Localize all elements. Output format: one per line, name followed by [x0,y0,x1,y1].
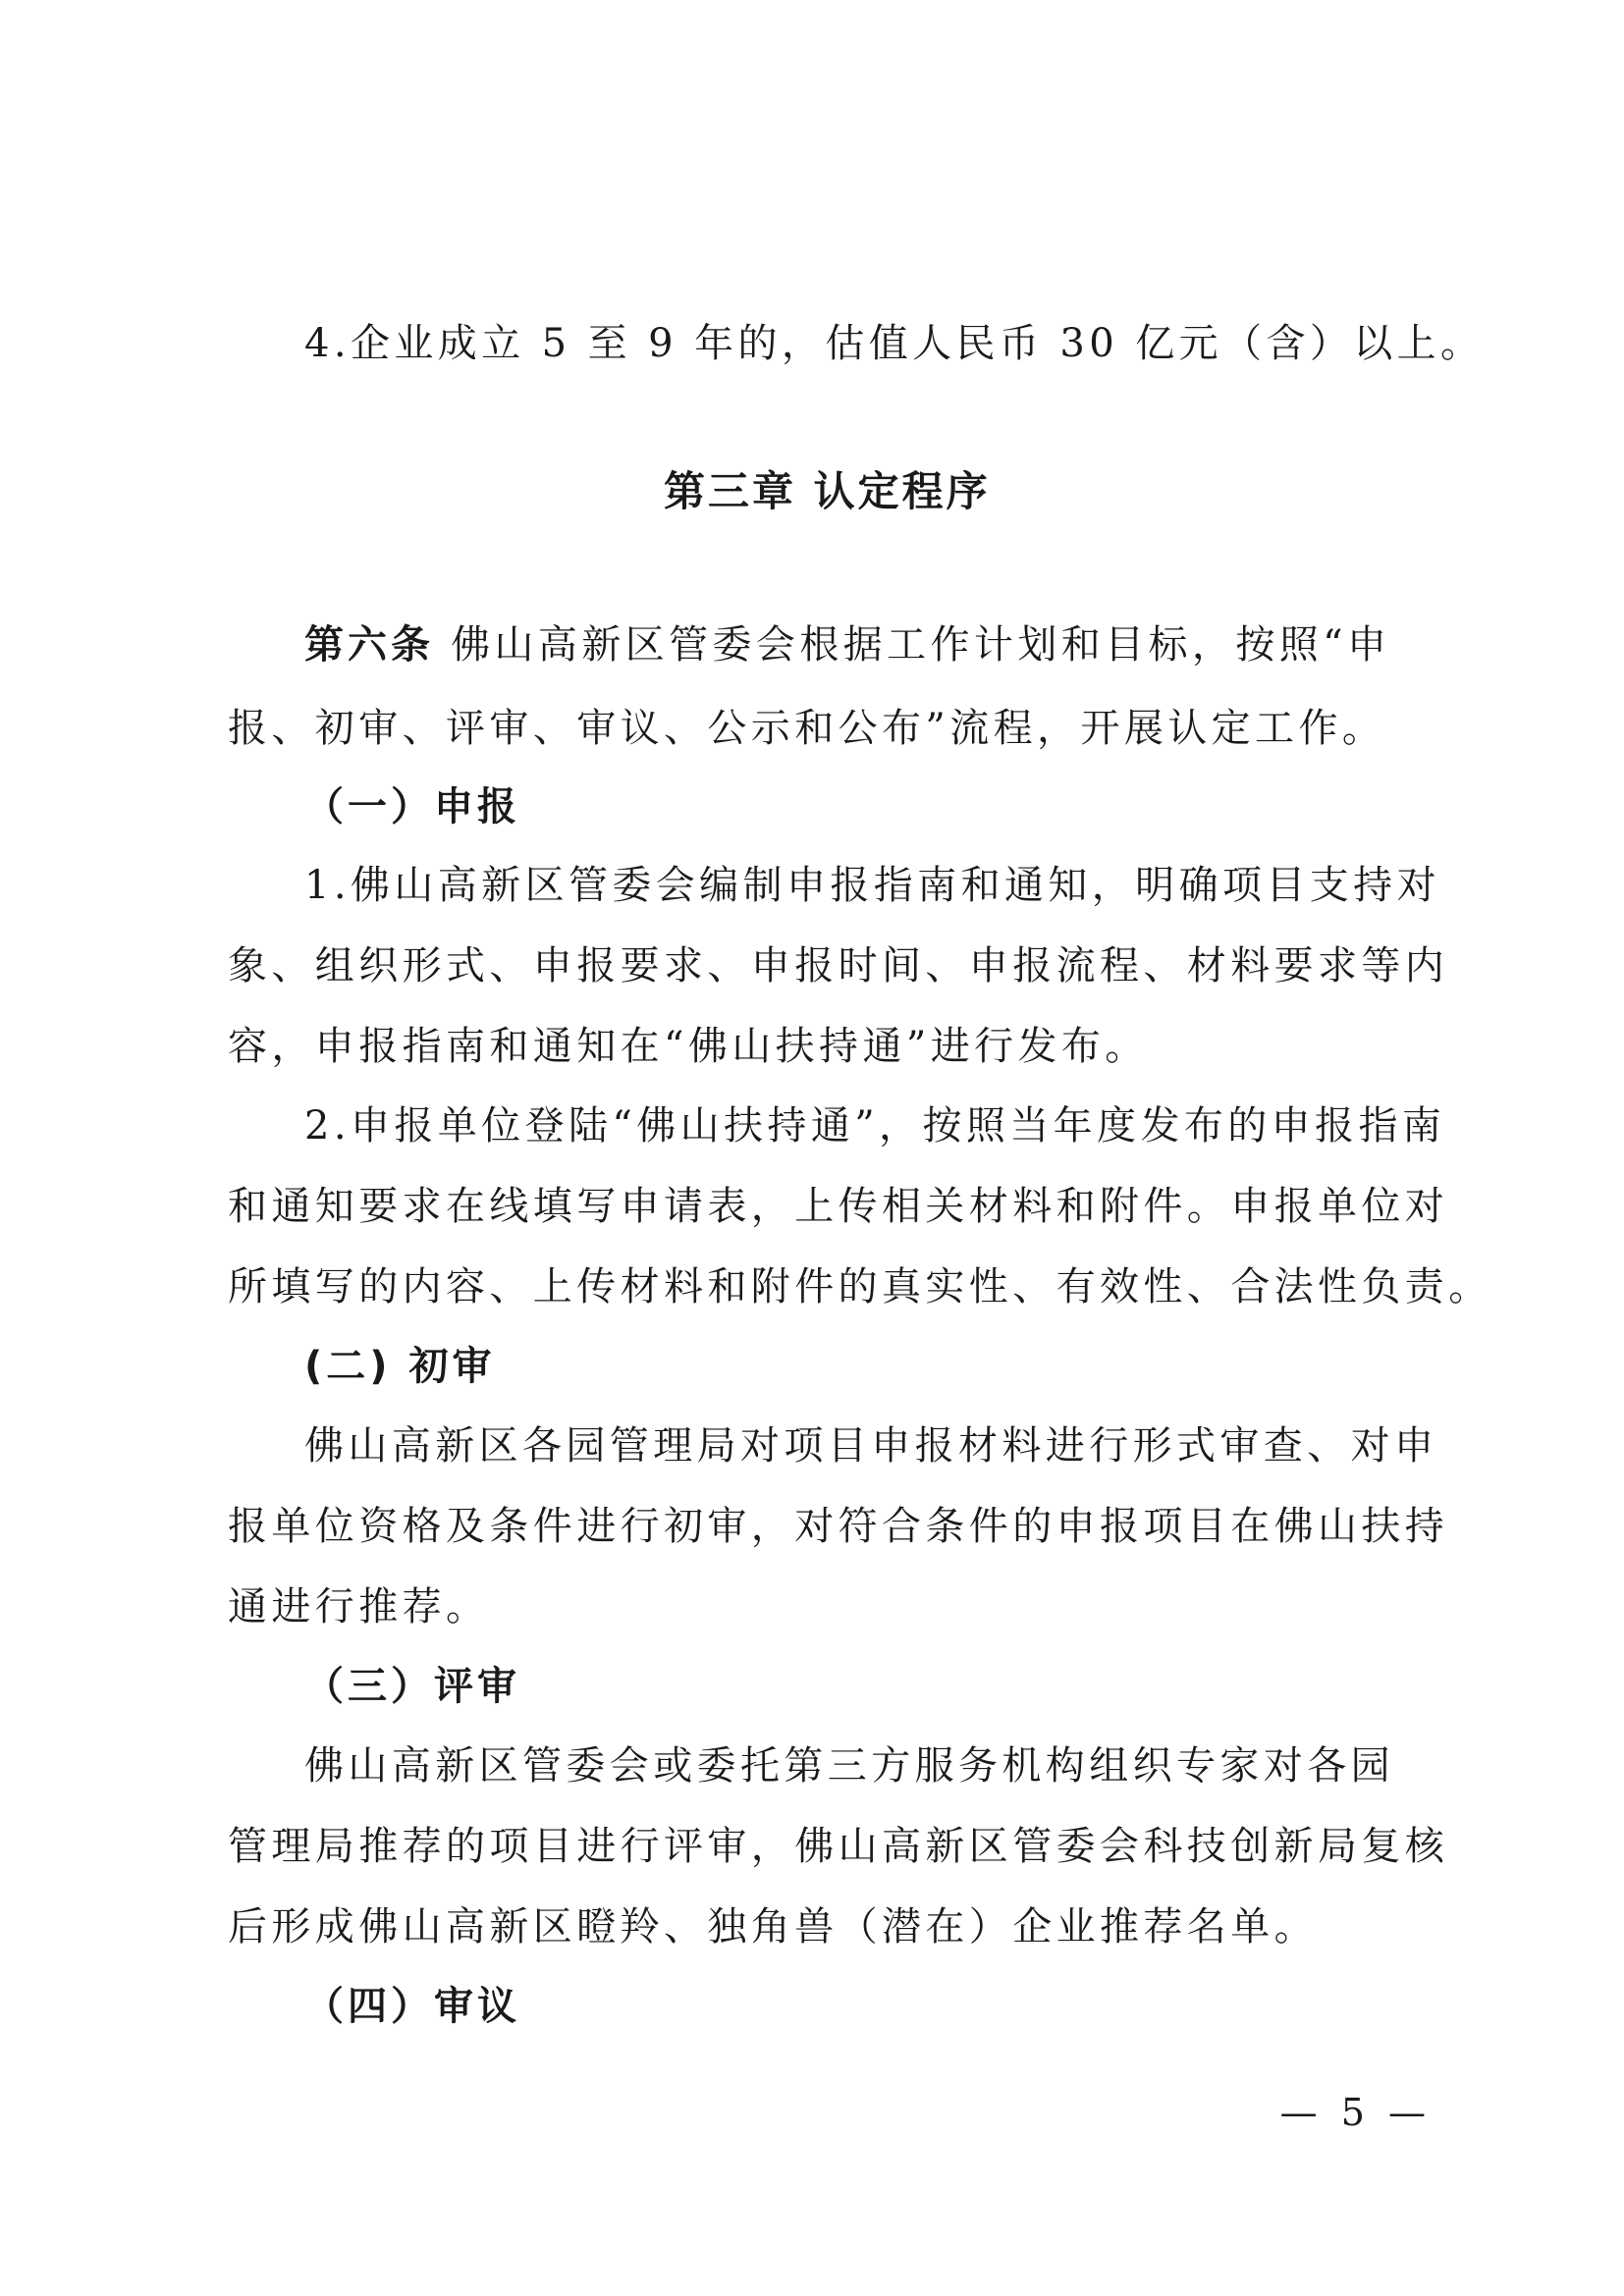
section-3-paragraph-line: 佛山高新区管委会或委托第三方服务机构组织专家对各园 [304,1743,1394,1789]
section-3-paragraph-line: 后形成佛山高新区瞪羚、独角兽（潜在）企业推荐名单。 [228,1904,1318,1949]
section-1-paragraph-1-line: 象、组织形式、申报要求、申报时间、申报流程、材料要求等内 [228,943,1449,988]
section-2-paragraph-line: 报单位资格及条件进行初审，对符合条件的申报项目在佛山扶持 [228,1504,1449,1549]
article-6-line-2: 报、初审、评审、审议、公示和公布”流程，开展认定工作。 [228,706,1386,751]
section-4-heading: （四）审议 [304,1984,520,2029]
section-1-paragraph-1-line: 容，申报指南和通知在“佛山扶持通”进行发布。 [228,1024,1149,1069]
section-2-paragraph-line: 佛山高新区各园管理局对项目申报材料进行形式审查、对申 [304,1423,1438,1468]
criterion-item-4: 4.企业成立 5 至 9 年的，估值人民币 30 亿元（含）以上。 [304,321,1485,366]
section-3-heading: （三）评审 [304,1664,520,1709]
chapter-heading: 第三章 认定程序 [664,467,991,515]
section-2-heading: (二) 初审 [304,1344,496,1389]
section-1-paragraph-2-line: 2.申报单位登陆“佛山扶持通”，按照当年度发布的申报指南 [304,1103,1446,1148]
page-number: — 5 — [1279,2091,1432,2134]
section-1-heading: （一）申报 [304,784,520,829]
article-6-line-1 [304,614,1390,669]
section-1-paragraph-2-line: 所填写的内容、上传材料和附件的真实性、有效性、合法性负责。 [228,1264,1492,1309]
section-2-paragraph-line: 通进行推荐。 [228,1584,490,1629]
section-3-paragraph-line: 管理局推荐的项目进行评审，佛山高新区管委会科技创新局复核 [228,1824,1449,1869]
section-1-paragraph-2-line: 和通知要求在线填写申请表，上传相关材料和附件。申报单位对 [228,1184,1449,1229]
section-1-paragraph-1-line: 1.佛山高新区管委会编制申报指南和通知，明确项目支持对 [304,863,1440,908]
article-6-label: 第六条 [304,622,434,667]
article-6-text: 佛山高新区管委会根据工作计划和目标，按照“申 [434,622,1391,667]
